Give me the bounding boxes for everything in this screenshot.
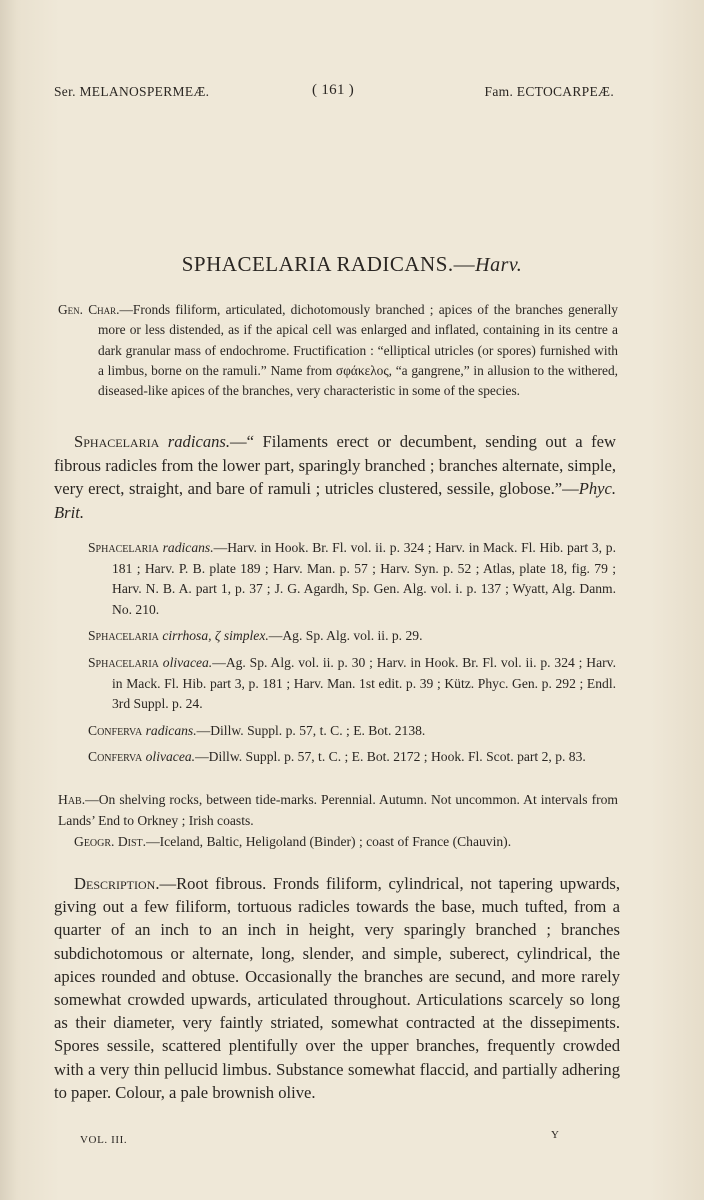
distribution-text: —Iceland, Baltic, Heligoland (Binder) ; coast of France (Chauvin). [146,834,512,849]
running-head-family: Fam. ECTOCARPEÆ. [484,84,614,99]
page-number: ( 161 ) [312,82,355,98]
diagnosis-text: —“ Filaments erect or decumbent, sending out a few fibrous radicles from the lower part, sparingly branched ; branches alternate, simple, very erect, straight, and bare of ramuli ; utricles clustered, sessile, globose.”— [54,432,616,499]
synonym-genus: Sphacelaria [88,540,159,555]
signature-mark: Y [551,1129,559,1141]
synonym-genus: Sphacelaria [88,628,159,644]
diagnosis-species: radicans. [167,432,231,451]
synonym-entry [88,538,616,620]
running-head [54,84,614,106]
synonym-text: —Dillw. Suppl. p. 57, t. C. ; E. Bot. 2172 ; Hook. Fl. Scot. part 2, p. 83. [195,749,586,765]
synonym-species: radicans. [162,540,214,555]
synonym-species: cirrhosa, ζ simplex. [162,628,269,644]
species-title: SPHACELARIA RADICANS.— [181,252,476,276]
volume-marker: VOL. III. [80,1134,128,1146]
synonym-genus: Sphacelaria [88,654,159,670]
habitat [58,790,618,831]
synonym-entry [88,653,616,715]
synonym-entry [88,721,616,742]
generic-character [58,300,618,401]
synonym-species: radicans. [145,722,197,738]
synonym-text: —Harv. in Hook. Br. Fl. vol. ii. p. 324 ; Harv. in Mack. Fl. Hib. part 3, p. 181 ; Harv. P. B. plate 189 ; Harv. Man. p. 57 ; Harv. Syn. p. 52 ; Atlas, plate 18, fig. 79 ; Harv. N. B. A. part 1, p. 37 ; J. G. Agardh, Sp. Gen. Alg. vol. i. p. 137 ; Wyatt, Alg. Danm. No. 210. [112,540,616,617]
synonym-genus: Conferva [88,722,143,738]
description [54,872,620,1104]
species-author: Harv. [475,254,523,276]
habitat-text: —On shelving rocks, between tide-marks. Perennial. Autumn. Not uncommon. At intervals from Lands’ End to Orkney ; Irish coasts. [58,792,618,828]
synonym-text: —Ag. Sp. Alg. vol. ii. p. 30 ; Harv. in Hook. Br. Fl. vol. ii. p. 324 ; Harv. in Mack. Fl. Hib. part 3, p. 181 ; Harv. Man. 1st edit. p. 39 ; Kütz. Phyc. Gen. p. 292 ; Endl. 3rd Suppl. p. 24. [112,654,616,712]
habitat-label: Hab. [58,792,86,807]
species-diagnosis [54,430,616,524]
synonym-entry [88,626,616,647]
running-head-series: Ser. MELANOSPERMEÆ. [54,84,210,99]
distribution-label: Geogr. Dist. [74,834,147,849]
synonym-text: —Ag. Sp. Alg. vol. ii. p. 29. [268,628,423,644]
diagnosis-genus: Sphacelaria [74,432,160,451]
synonymy-list [88,538,616,774]
synonym-text: —Dillw. Suppl. p. 57, t. C. ; E. Bot. 2138. [196,722,426,738]
synonym-genus: Conferva [88,749,143,765]
geographic-distribution [74,832,614,853]
synonym-entry [88,747,616,768]
gen-char-label: Gen. Char. [58,302,120,317]
description-label: Description. [74,874,160,893]
page-title [0,252,704,277]
gen-char-text: —Fronds filiform, articulated, dichotomously branched ; apices of the branches generally more or less distended, as if the apical cell was enlarged and inflated, containing in its centre a dark granular mass of endochrome. Fructification : “elliptical utricles (or spores) furnished with a limbus, borne on the ramuli.” Name from σφάκελος, “a gangrene,” in allusion to the withered, diseased-like apices of the branches, very characteristic in some of the species. [98,302,618,399]
synonym-species: olivacea. [162,654,213,670]
diagnosis-source: Phyc. Brit. [54,479,616,522]
description-text: —Root fibrous. Fronds filiform, cylindrical, not tapering upwards, giving out a few filiform, tortuous radicles towards the base, much tufted, from a quarter of an inch to an inch in height, very sparingly branched ; branches subdichotomous or alternate, long, slender, and simple, suberect, cylindrical, the apices rounded and obtuse. Occasionally the branches are secund, and more rarely somewhat crowded upwards, articulated throughout. Articulations scarcely so long as their diameter, very faintly striated, somewhat contracted at the dissepiments. Spores sessile, scattered plentifully over the upper branches, frequently crowded with a very thin pellucid limbus. Substance somewhat flaccid, and partially adhering to paper. Colour, a pale brownish olive. [54,874,620,1102]
synonym-species: olivacea. [145,749,196,765]
